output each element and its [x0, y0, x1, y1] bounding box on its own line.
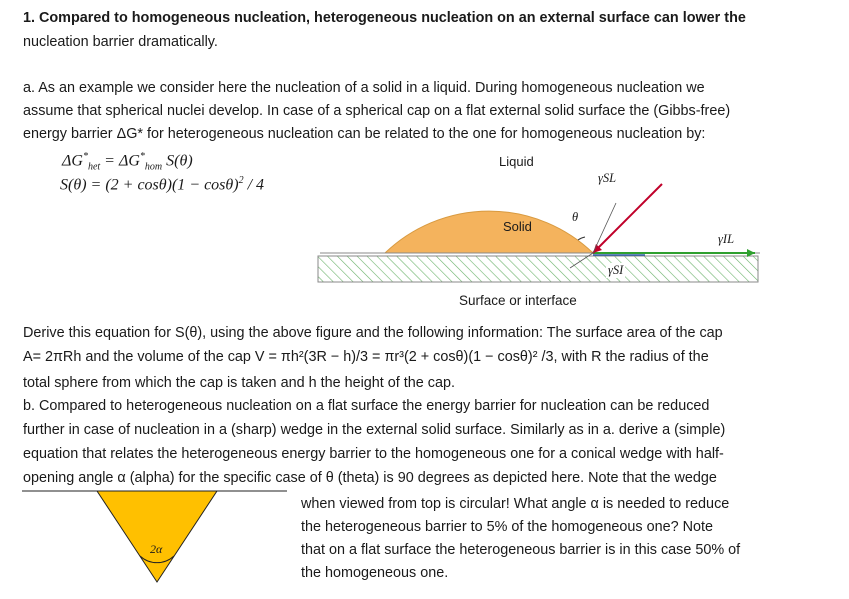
part-a-line-2: assume that spherical nuclei develop. In case of a spherical cap on a flat external solid surface the (Gibbs-free)	[23, 103, 731, 119]
wedge-text-4: the homogeneous one.	[301, 565, 449, 581]
substrate	[318, 256, 758, 282]
label-liquid: Liquid	[499, 154, 534, 169]
part-a-line-1: a. As an example we consider here the nucleation of a solid in a liquid. During homogeneous nucleation we	[23, 80, 705, 96]
derive-line-1: Derive this equation for S(θ), using the above figure and the following information: The surface area of the cap	[23, 325, 723, 341]
label-solid: Solid	[503, 219, 532, 234]
equation-s-theta: $S(\theta) = (2 + \cos\theta)(1 - \cos\theta)^2 / 4$	[60, 175, 265, 194]
wedge-text-3: that on a flat surface the heterogeneous barrier is in this case 50% of	[301, 542, 741, 558]
equation-delta-g: $\Delta G^*_{het} = \Delta G^*_{hom}$ S(θ)	[62, 151, 193, 173]
solid-cap	[385, 211, 593, 253]
wedge-figure	[22, 490, 292, 590]
derive-line-3: total sphere from which the cap is taken and h the height of the cap.	[23, 375, 455, 391]
gamma-sl-vector	[593, 184, 662, 253]
derive-line-2: A= 2πRh and the volume of the cap V = πh²(3R − h)/3 = πr³(2 + cosθ)(1 − cosθ)² /3, with R the radius of the	[23, 349, 709, 365]
label-gamma-il: γIL	[718, 232, 735, 246]
figure-caption: Surface or interface	[459, 293, 577, 308]
part-b-line-2: further in case of nucleation in a (sharp) wedge in the external solid surface. Similarly as in a. derive a (simple)	[23, 422, 726, 438]
wedge-text-1: when viewed from top is circular! What angle α is needed to reduce	[301, 496, 730, 512]
label-gamma-sl: γSL	[598, 171, 617, 185]
question-title: 1. Compared to homogeneous nucleation, heterogeneous nucleation on an external surface can lower the	[23, 10, 746, 26]
label-theta: θ	[572, 210, 579, 224]
nucleation-figure	[300, 150, 770, 310]
part-b-line-4: opening angle α (alpha) for the specific case of θ (theta) is 90 degrees as depicted here. Note that the wedge	[23, 470, 717, 486]
part-a-line-3: energy barrier ΔG* for heterogeneous nucleation can be related to the one for homogeneous nucleation by:	[23, 126, 706, 142]
part-b-line-3: equation that relates the heterogeneous energy barrier to the homogeneous one for a conical wedge with half-	[23, 446, 724, 462]
wedge	[97, 491, 217, 582]
label-gamma-si: γSI	[608, 263, 624, 277]
question-title-cont: nucleation barrier dramatically.	[23, 34, 218, 50]
wedge-text-2: the heterogeneous barrier to 5% of the homogeneous one? Note	[301, 519, 714, 535]
part-b-line-1: b. Compared to heterogeneous nucleation on a flat surface the energy barrier for nucleation can be reduced	[23, 398, 710, 414]
label-2alpha: 2α	[150, 542, 163, 556]
